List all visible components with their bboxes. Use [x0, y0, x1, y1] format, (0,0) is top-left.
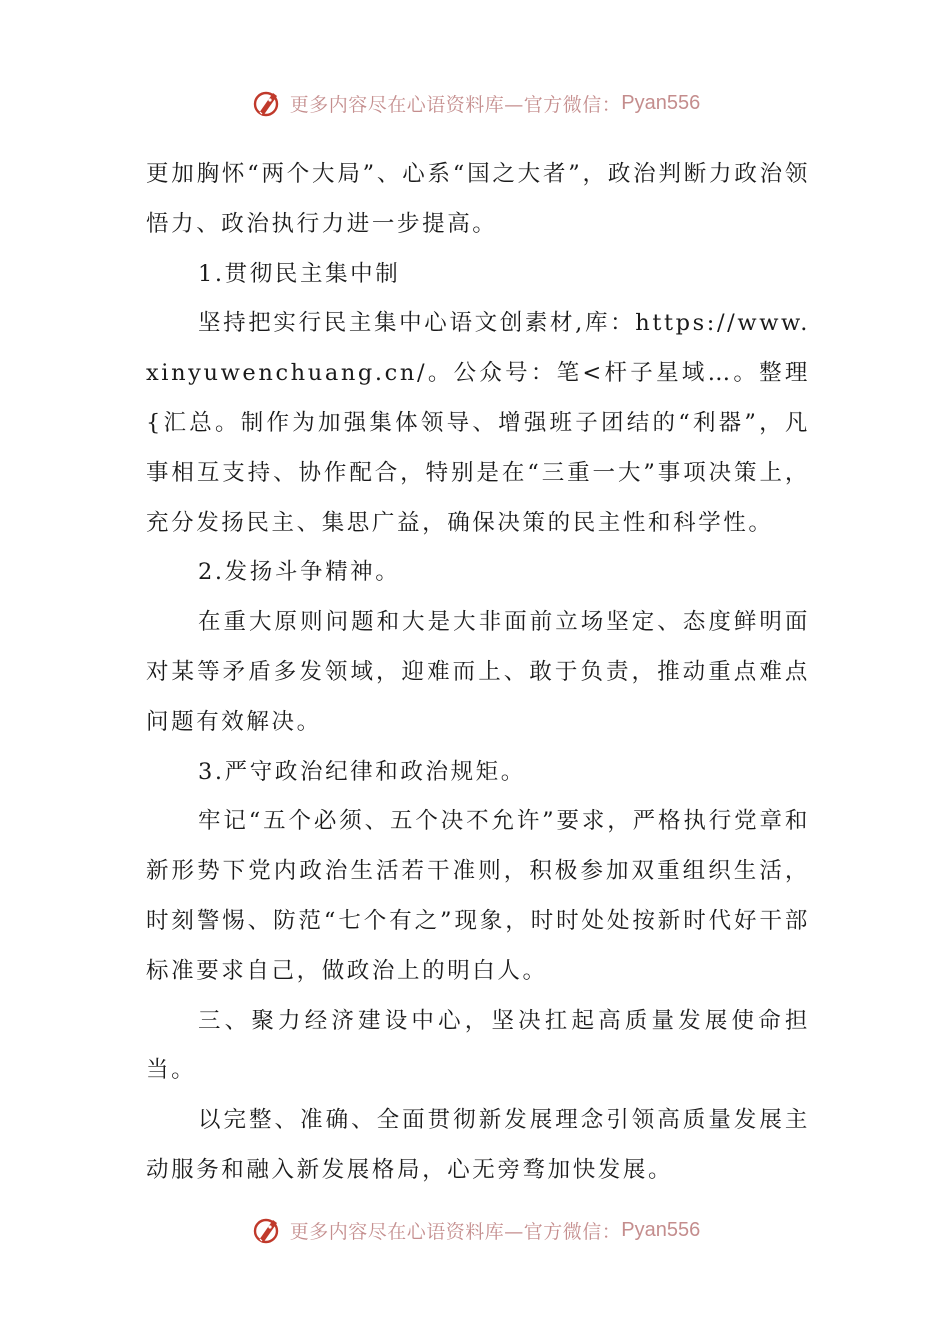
banner-wechat-id: Pyan556 — [621, 91, 701, 114]
banner-text: 更多内容尽在心语资料库—官方微信： — [289, 93, 622, 116]
paragraph: 牢记“五个必须、五个决不允许”要求，严格执行党章和新形势下党内政治生活若干准则，积极参加双重组织生活，时刻警惕、防范“七个有之”现象，时时处处按新时代好干部标准要求自己，做政治上的明白人。 — [146, 808, 810, 984]
paragraph: 坚持把实行民主集中心语文创素材,库：https://www.xinyuwenchuang.cn/。公众号：笔<杆子星域…。整理{汇总。制作为加强集体领导、增强班子团结的“利器”，凡事相互支持、协作配合，特别是在“三重一大”事项决策上，充分发扬民主、集思广益，确保决策的民主性和科学性。 — [146, 310, 810, 536]
banner-wechat-id: Pyan556 — [621, 1218, 701, 1241]
paragraph: 1.贯彻民主集中制 — [198, 260, 401, 287]
paragraph: 在重大原则问题和大是大非面前立场坚定、态度鲜明面对某等矛盾多发领域，迎难而上、敢于负责，推动重点难点问题有效解决。 — [146, 609, 810, 735]
paragraph: 以完整、准确、全面贯彻新发展理念引领高质量发展主动服务和融入新发展格局，心无旁骛加快发展。 — [146, 1107, 810, 1183]
paragraph: 更加胸怀“两个大局”、心系“国之大者”，政治判断力政治领悟力、政治执行力进一步提高。 — [146, 161, 810, 237]
pen-logo-icon — [250, 86, 284, 120]
paragraph: 三、聚力经济建设中心，坚决扛起高质量发展使命担当。 — [146, 1007, 810, 1084]
document-body — [146, 150, 810, 1196]
pen-logo-icon — [250, 1213, 284, 1247]
paragraph: 2.发扬斗争精神。 — [198, 559, 401, 586]
header-banner — [0, 83, 950, 123]
footer-banner — [0, 1210, 950, 1250]
paragraph: 3.严守政治纪律和政治规矩。 — [198, 758, 526, 785]
banner-text: 更多内容尽在心语资料库—官方微信： — [289, 1220, 622, 1243]
